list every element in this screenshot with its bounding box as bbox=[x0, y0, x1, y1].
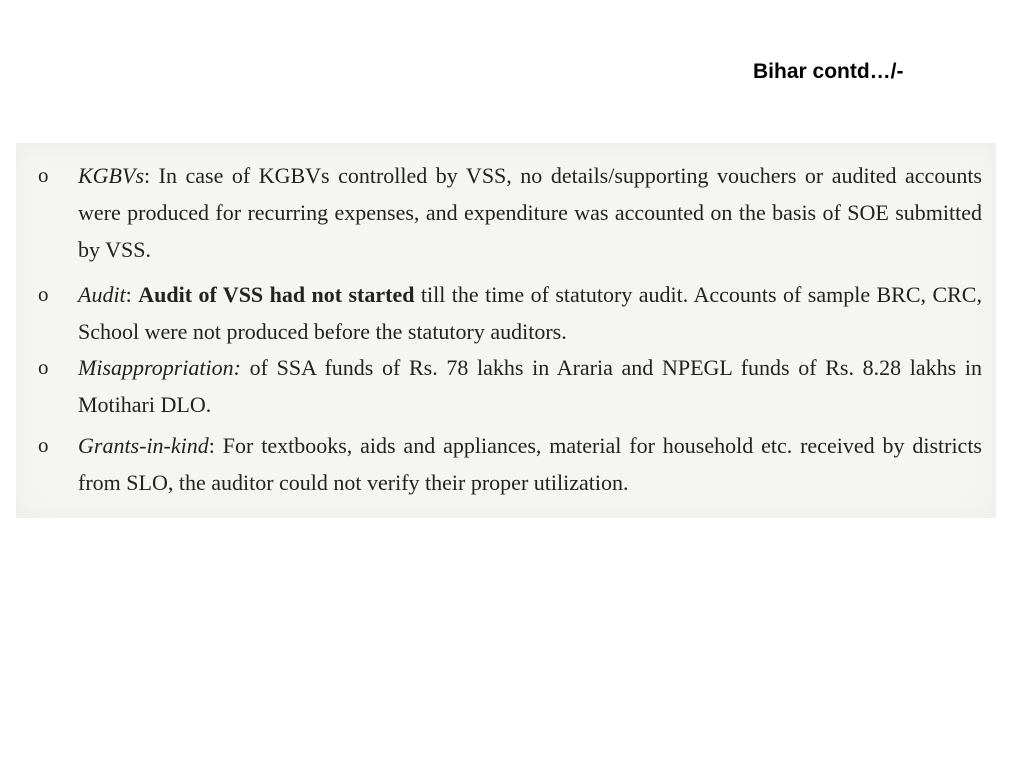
bullet-term: Grants-in-kind bbox=[78, 433, 209, 458]
slide-title: Bihar contd…/- bbox=[753, 60, 904, 83]
bullet-marker: o bbox=[38, 282, 49, 306]
bullet-term: KGBVs bbox=[78, 163, 144, 188]
bullet-item-grants-in-kind bbox=[38, 427, 982, 501]
bullet-marker: o bbox=[38, 163, 49, 187]
bullet-bold-phrase: Audit of VSS had not started bbox=[138, 282, 415, 307]
bullet-body: In case of KGBVs controlled by VSS, no details/supporting vouchers or audited accounts were produced for recurring expenses, and expenditure was accounted on the basis of SOE submitted by VSS. bbox=[78, 163, 982, 262]
bullet-marker: o bbox=[38, 433, 49, 457]
bullet-separator bbox=[241, 355, 250, 380]
bullet-body: till the time of statutory audit. Accounts of sample BRC, CRC, School were not produced before the statutory auditors. bbox=[78, 282, 982, 344]
bullet-text bbox=[78, 157, 982, 268]
scanned-document-excerpt bbox=[16, 143, 996, 518]
bullet-body: of SSA funds of Rs. 78 lakhs in Araria and NPEGL funds of Rs. 8.28 lakhs in Motihari DLO. bbox=[78, 355, 983, 417]
bullet-item-misappropriation bbox=[38, 349, 982, 423]
bullet-term: Audit bbox=[78, 282, 126, 307]
bullet-marker: o bbox=[38, 355, 49, 379]
bullet-text bbox=[78, 427, 982, 501]
bullet-text bbox=[78, 349, 982, 423]
bullet-separator: : bbox=[144, 163, 159, 188]
bullet-item-kgbvs bbox=[38, 157, 982, 268]
bullet-text bbox=[78, 276, 982, 350]
bullet-separator: : bbox=[125, 282, 139, 307]
bullet-term: Misappropriation: bbox=[78, 355, 241, 380]
bullet-body: For textbooks, aids and appliances, material for household etc. received by districts from SLO, the auditor could not verify their proper utilization. bbox=[78, 433, 982, 495]
bullet-separator: : bbox=[208, 433, 223, 458]
bullet-item-audit bbox=[38, 276, 982, 350]
